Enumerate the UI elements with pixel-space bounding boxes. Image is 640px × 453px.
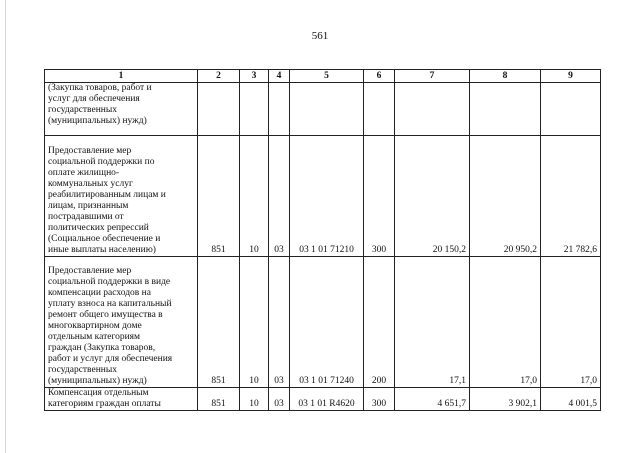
row-name-line: уплату взноса на капитальный: [48, 299, 172, 309]
amount-year1-cell: 4 651,7: [395, 388, 470, 411]
row-name-line: услуг для обеспечения: [48, 94, 140, 104]
row-name-line: многоквартирном доме: [48, 321, 142, 331]
row-name-cell: [45, 388, 198, 411]
table-row: [45, 83, 601, 136]
column-header: 2: [198, 70, 240, 83]
section-code-cell: [240, 83, 269, 136]
amount-year3-cell: 21 782,6: [541, 136, 601, 257]
row-name-line: компенсации расходов на: [48, 288, 151, 298]
row-name-line: пострадавшими от: [48, 212, 124, 222]
row-name-line: (Закупка товаров, работ и: [48, 83, 152, 93]
row-name-line: Предоставление мер: [48, 146, 132, 156]
page-left-edge: [5, 0, 6, 453]
row-name-cell: [45, 257, 198, 388]
table-row: [45, 257, 601, 388]
row-name-line: социальной поддержки по: [48, 157, 155, 167]
column-header: 1: [45, 70, 198, 83]
ministry-code-cell: 851: [198, 257, 240, 388]
column-header: 4: [269, 70, 290, 83]
row-name-line: граждан (Закупка товаров,: [48, 343, 156, 353]
row-name-cell: [45, 136, 198, 257]
amount-year3-cell: [541, 83, 601, 136]
ministry-code-cell: 851: [198, 388, 240, 411]
row-name-line: Компенсация отдельным: [48, 388, 149, 398]
column-header: 3: [240, 70, 269, 83]
target-article-cell: 03 1 01 R4620: [290, 388, 364, 411]
amount-year2-cell: 3 902,1: [470, 388, 541, 411]
row-name-line: работ и услуг для обеспечения: [48, 354, 173, 364]
column-header: 5: [290, 70, 364, 83]
subsection-code-cell: 03: [269, 257, 290, 388]
page-number: 561: [311, 30, 329, 42]
header-row: [45, 70, 601, 83]
section-code-cell: 10: [240, 257, 269, 388]
row-name-line: (Социальное обеспечение и: [48, 234, 161, 244]
section-code-cell: 10: [240, 136, 269, 257]
row-name-line: социальной поддержки в виде: [48, 277, 171, 287]
table-row: [45, 136, 601, 257]
amount-year1-cell: [395, 83, 470, 136]
expense-type-cell: [364, 83, 395, 136]
expense-type-cell: 200: [364, 257, 395, 388]
row-name-line: категориям граждан оплаты: [48, 399, 161, 409]
column-header: 7: [395, 70, 470, 83]
target-article-cell: 03 1 01 71240: [290, 257, 364, 388]
target-article-cell: 03 1 01 71210: [290, 136, 364, 257]
column-header: 6: [364, 70, 395, 83]
subsection-code-cell: [269, 83, 290, 136]
row-name-line: государственных: [48, 365, 118, 375]
budget-table: [44, 69, 601, 411]
row-name-line: Предоставление мер: [48, 266, 132, 276]
ministry-code-cell: 851: [198, 136, 240, 257]
subsection-code-cell: 03: [269, 136, 290, 257]
column-header: 8: [470, 70, 541, 83]
row-name-line: (муниципальных) нужд): [48, 116, 147, 126]
row-name-line: коммунальных услуг: [48, 179, 133, 189]
row-name-line: отдельным категориям: [48, 332, 141, 342]
expense-type-cell: 300: [364, 388, 395, 411]
column-header: 9: [541, 70, 601, 83]
subsection-code-cell: 03: [269, 388, 290, 411]
row-name-line: лицам, признанным: [48, 201, 129, 211]
table-row: [45, 388, 601, 411]
amount-year1-cell: 20 150,2: [395, 136, 470, 257]
ministry-code-cell: [198, 83, 240, 136]
row-name-line: оплате жилищно-: [48, 168, 120, 178]
target-article-cell: [290, 83, 364, 136]
amount-year1-cell: 17,1: [395, 257, 470, 388]
row-name-line: (муниципальных) нужд): [48, 376, 147, 386]
row-name-line: иные выплаты населению): [48, 245, 156, 255]
amount-year3-cell: 4 001,5: [541, 388, 601, 411]
amount-year3-cell: 17,0: [541, 257, 601, 388]
expense-type-cell: 300: [364, 136, 395, 257]
row-name-line: политических репрессий: [48, 223, 149, 233]
section-code-cell: 10: [240, 388, 269, 411]
amount-year2-cell: 20 950,2: [470, 136, 541, 257]
amount-year2-cell: 17,0: [470, 257, 541, 388]
row-name-line: реабилитированным лицам и: [48, 190, 166, 200]
row-name-line: ремонт общего имущества в: [48, 310, 163, 320]
row-name-cell: [45, 83, 198, 136]
row-name-line: государственных: [48, 105, 118, 115]
amount-year2-cell: [470, 83, 541, 136]
